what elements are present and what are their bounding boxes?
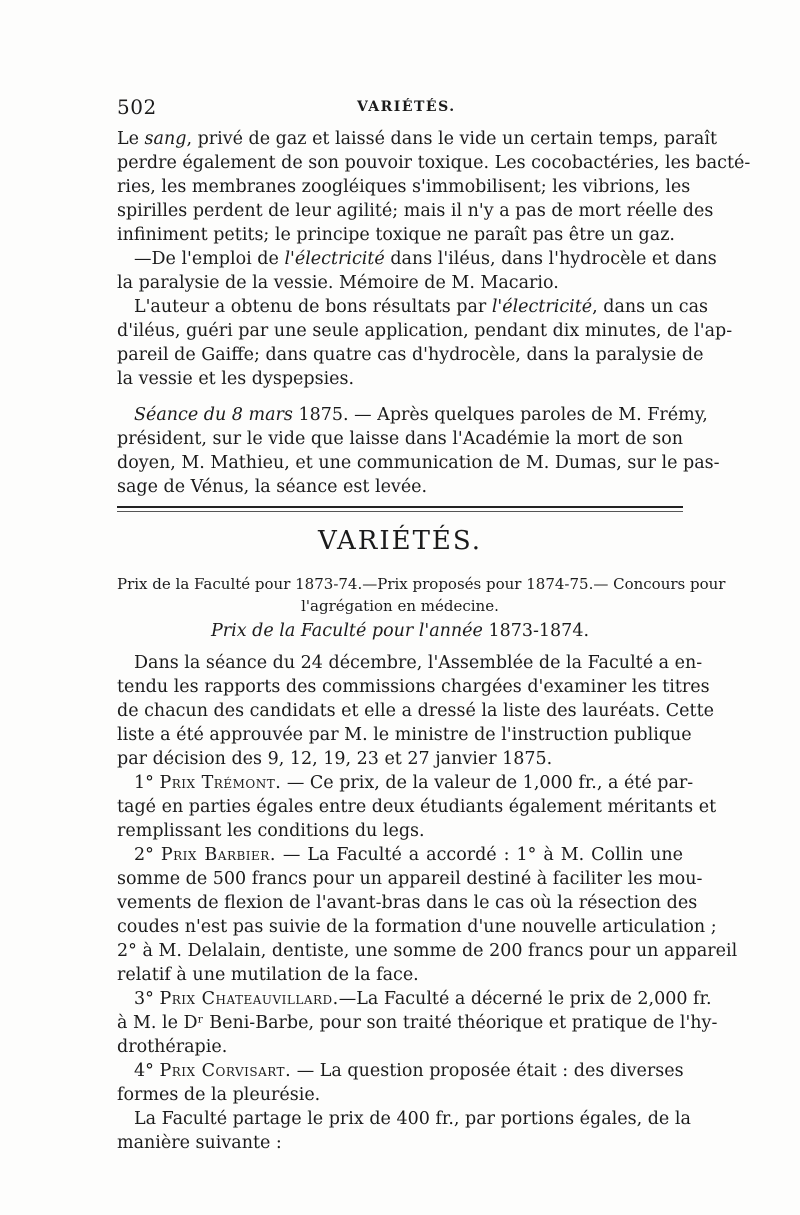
text-line: drothérapie. (117, 1037, 228, 1057)
text-line: manière suivante : (117, 1133, 282, 1153)
text-line: tagé en parties égales entre deux étudiants également méritants et (117, 797, 717, 817)
section-subheading: l'agrégation en médecine. (301, 597, 499, 615)
text-line: par décision des 9, 12, 19, 23 et 27 janvier 1875. (117, 749, 553, 769)
text-line: Dans la séance du 24 décembre, l'Assemblée de la Faculté a en- (134, 653, 703, 673)
text-line: 4° Prix Corvisart. — La question proposée était : des diverses (134, 1061, 684, 1081)
text-line: 3° Prix Chateauvillard.—La Faculté a décerné le prix de 2,000 fr. (134, 989, 712, 1009)
section-title: VARIÉTÉS. (317, 526, 483, 556)
section-subheading: Prix de la Faculté pour 1873-74.—Prix proposés pour 1874-75.— Concours pour (117, 575, 726, 593)
text-line: formes de la pleurésie. (117, 1085, 321, 1105)
text-line: infiniment petits; le principe toxique ne paraît pas être un gaz. (117, 225, 675, 245)
text-line: ries, les membranes zoogléiques s'immobilisent; les vibrions, les (117, 177, 691, 197)
running-head: VARIÉTÉS. (357, 99, 456, 115)
page-number: 502 (117, 95, 157, 119)
text-line: doyen, M. Mathieu, et une communication de M. Dumas, sur le pas- (117, 453, 720, 473)
text-line: 2° à M. Delalain, dentiste, une somme de 200 francs pour un appareil (117, 941, 738, 961)
text-line: la paralysie de la vessie. Mémoire de M. Macario. (117, 273, 559, 293)
text-line: relatif à une mutilation de la face. (117, 965, 419, 985)
text-line: liste a été approuvée par M. le ministre de l'instruction publique (117, 725, 692, 745)
text-line: Séance du 8 mars 1875. — Après quelques paroles de M. Frémy, (134, 405, 708, 425)
text-line: Le sang, privé de gaz et laissé dans le vide un certain temps, paraît (117, 129, 717, 149)
text-line: président, sur le vide que laisse dans l'Académie la mort de son (117, 429, 683, 449)
text-line: 2° Prix Barbier. — La Faculté a accordé : 1° à M. Collin une (134, 845, 684, 865)
text-line: —De l'emploi de l'électricité dans l'iléus, dans l'hydrocèle et dans (134, 249, 717, 269)
section-divider-rule (117, 506, 683, 508)
text-line: à M. le Dʳ Beni-Barbe, pour son traité théorique et pratique de l'hy- (117, 1013, 718, 1033)
text-line: remplissant les conditions du legs. (117, 821, 425, 841)
text-line: perdre également de son pouvoir toxique. Les cocobactéries, les bacté- (117, 153, 751, 173)
text-line: spirilles perdent de leur agilité; mais il n'y a pas de mort réelle des (117, 201, 714, 221)
section-divider-rule (117, 511, 683, 512)
text-line: vements de flexion de l'avant-bras dans le cas où la résection des (117, 893, 698, 913)
italic-heading: Prix de la Faculté pour l'année 1873-1874. (210, 621, 590, 641)
text-line: de chacun des candidats et elle a dressé la liste des lauréats. Cette (117, 701, 714, 721)
text-line: La Faculté partage le prix de 400 fr., par portions égales, de la (134, 1109, 691, 1129)
text-line: L'auteur a obtenu de bons résultats par l'électricité, dans un cas (134, 297, 709, 317)
text-line: la vessie et les dyspepsies. (117, 369, 355, 389)
page-header (117, 95, 687, 123)
text-line: 1° Prix Trémont. — Ce prix, de la valeur de 1,000 fr., a été par- (134, 773, 694, 793)
text-line: tendu les rapports des commissions chargées d'examiner les titres (117, 677, 710, 697)
text-line: pareil de Gaiffe; dans quatre cas d'hydrocèle, dans la paralysie de (117, 345, 704, 365)
text-line: sage de Vénus, la séance est levée. (117, 477, 428, 497)
text-line: somme de 500 francs pour un appareil destiné à faciliter les mou- (117, 869, 703, 889)
text-line: coudes n'est pas suivie de la formation d'une nouvelle articulation ; (117, 917, 717, 937)
text-line: d'iléus, guéri par une seule application, pendant dix minutes, de l'ap- (117, 321, 733, 341)
